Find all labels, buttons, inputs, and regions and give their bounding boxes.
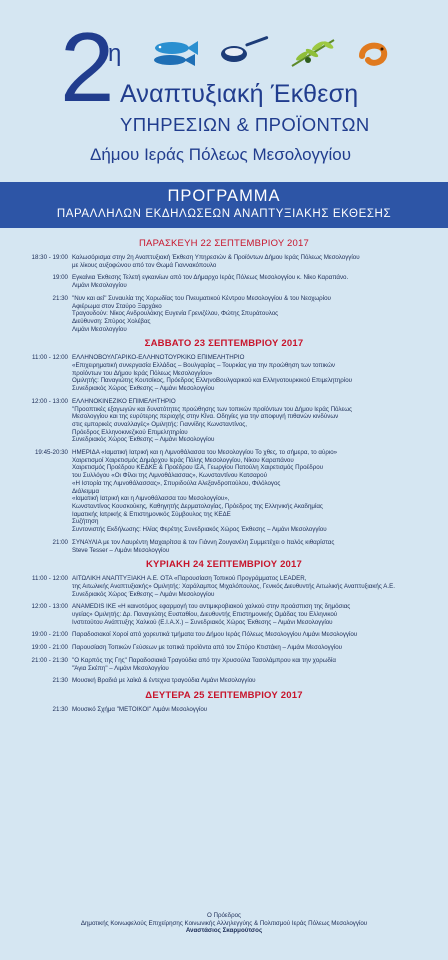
event-row [0, 603, 448, 626]
event-line: ΕΛΛΗΝΟΚΙΝΕΖΙΚΟ ΕΠΙΜΕΛΗΤΗΡΙΟ [72, 397, 176, 405]
event-time: 19:00 - 21:00 [31, 644, 68, 652]
event-line: του Συλλόγου «Οι Φίλοι της Λιμνοθάλασσας», Κωνσταντίνου Κατσαρού [72, 472, 268, 480]
event-line: Ομιλητής: Παναγιώτης Κουτσίκος, Πρόεδρος ΕλληνοΒουλγαρικού και Ελληνοτουρκικού Επιμελητηρίου [72, 377, 353, 385]
event-line: «Η Ιστορία της Λιμνοθάλασσας», Σπυριδούλα Αλεξανδροπούλου, Φιλόλογος [72, 479, 281, 487]
olive-branch-icon [288, 36, 340, 70]
edition-superscript: η [108, 40, 122, 67]
event-line: "Άγια Σκέπη" – Λιμάνι Μεσολογγίου [72, 664, 169, 672]
event-time: 11:00 - 12:00 [31, 575, 68, 583]
event-time: 11:00 - 12:00 [31, 354, 68, 362]
event-line: "Νυν και αεί" Συναυλία της Χορωδίας του Πνευματικού Κέντρου Μεσολογγίου & του Νεοχωρίου [72, 294, 331, 302]
event-line: Συντονιστής Εκδήλωσης: Ηλίας Φερέτης Συνεδριακός Χώρος Έκθεσης – Λιμάνι Μεσολογγίου [72, 526, 327, 534]
event-line: Συνεδριακός Χώρος Έκθεσης – Λιμάνι Μεσολογγίου [72, 436, 215, 444]
event-line: Κωνσταντίνος Κουσκούκης, Καθηγητής Δερματολογίας, Πρόεδρος της Ελληνικής Ακαδημίας [72, 502, 323, 510]
event-time: 21:30 [52, 705, 68, 713]
shrimp-icon [356, 36, 390, 70]
event-time: 19:45-20:30 [34, 449, 68, 457]
event-line: ΗΜΕΡΙΔΑ «Ιαματική Ιατρική και η Λιμνοθάλασσα του Μεσολογγίου Το χθες, το σήμερα, το αύριο» [72, 449, 338, 457]
event-row [0, 449, 448, 534]
day-heading: ΔΕΥΤΕΡΑ 25 ΣΕΠΤΕΜΒΡΙΟΥ 2017 [145, 689, 303, 701]
event-line: Διάλειμμα [72, 487, 100, 495]
event-line: Συνεδριακός Χώρος Έκθεσης – Λιμάνι Μεσολογγίου [72, 590, 215, 598]
event-line: Συνεδριακός Χώρος Έκθεσης – Λιμάνι Μεσολογγίου [72, 385, 215, 393]
event-line: στις εμπορικές συναλλαγές» Ομιλητής: Γιαννίδης Κωνσταντίνος, [72, 420, 247, 428]
event-row [0, 539, 448, 554]
event-line: με λίκους αυξοφώνου από τον Θωμά Γιαννακόπουλο [72, 261, 217, 269]
event-line: ΕΛΛΗΝΟΒΟΥΛΓΑΡΙΚΟ-ΕΛΛΗΝΟΤΟΥΡΚΙΚΟ ΕΠΙΜΕΛΗΤΗΡΙΟ [72, 354, 245, 362]
event-description [72, 354, 448, 393]
event-line: Steve Tesser – Λιμάνι Μεσολογγίου [72, 546, 170, 554]
event-row [0, 274, 448, 289]
event-line: Μουσική Βραδιά με λαϊκά & έντεχνα τραγούδια Λιμάνι Μεσολογγίου [72, 677, 256, 685]
event-description [72, 603, 448, 626]
event-description [72, 274, 448, 289]
event-time: 18:30 - 19:00 [31, 254, 68, 261]
event-row [0, 677, 448, 685]
event-time: 12:00 - 13:00 [31, 603, 68, 611]
event-description [72, 657, 448, 672]
event-line: Καλωσόρισμα στην 2η Αναπτυξιακή Έκθεση Υπηρεσιών & Προϊόντων Δήμου Ιεράς Πόλεως Μεσολογγίου [72, 254, 360, 261]
event-line: Ιαματικής Ιατρικής & Επιστημονικός Σύμβουλος της ΚΕΔΕ [72, 510, 231, 518]
event-description [72, 644, 448, 652]
event-line: ΑΙΤΩΛΙΚΗ ΑΝΑΠΤΥΞΙΑΚΗ Α.Ε. ΟΤΑ «Παρουσίαση Τοπικού Προγράμματος LEADER, [72, 575, 307, 583]
event-line: υγείας» Ομιλητής: Δρ. Παναγιώτης Ευσταθίου, Διευθυντής Επιστημονικής Ομάδας του Ελληνικού [72, 611, 338, 619]
event-time: 19:00 [52, 274, 68, 282]
poster-header [0, 0, 448, 178]
event-description [72, 539, 448, 554]
event-row [0, 706, 448, 714]
event-row [0, 354, 448, 393]
event-row [0, 254, 448, 269]
event-line: Μουσικό Σχήμα "ΜΕΤΟΙΚΟΙ" Λιμάνι Μεσολογγίου [72, 705, 208, 713]
expo-title: Αναπτυξιακή Έκθεση [120, 80, 359, 108]
banner-title: ΠΡΟΓΡΑΜΜΑ [167, 187, 281, 205]
signature-block [0, 912, 448, 935]
event-time: 21:00 - 21:30 [31, 656, 68, 664]
event-line: Ινστιτούτου Ανάπτυξης Χαλκού (Ε.Ι.Α.Χ.) – Συνεδριακός Χώρος Έκθεσης – Λιμάνι Μεσολογγίου [72, 618, 333, 626]
event-line: "Προοπτικές εξαγωγών και δυνατότητες προώθησης των τοπικών προϊόντων του Δήμου Ιεράς Πόλεως [72, 405, 353, 413]
event-line: της Αιτωλικής Αναπτυξιακής» Ομιλητής: Χαράλαμπος Μιχαλόπουλος, Γενικός Διευθυντής Αιτωλικής Αναπτυξιακής Α.Ε. [72, 582, 395, 590]
event-line: Εγκαίνια Έκθεσης Τελετή εγκαινίων από τον Δήμαρχο Ιεράς Πόλεως Μεσολογγίου κ. Νίκο Καραπάνο. [72, 274, 349, 282]
event-line: Λιμάνι Μεσολογγίου [72, 325, 127, 333]
event-description [72, 575, 448, 598]
event-time: 21:00 [52, 538, 68, 546]
event-line: Χαιρετισμοί Χαιρετισμός Δημάρχου Ιεράς Πόλης Μεσολογγίου, Νίκου Καραπάνου [72, 456, 294, 464]
event-description [72, 677, 448, 685]
event-description [72, 631, 448, 639]
event-description [72, 295, 448, 334]
event-description [72, 254, 448, 269]
event-time: 21:30 [52, 677, 68, 685]
event-row [0, 631, 448, 639]
event-line: «Ιαματική Ιατρική και η Λιμνοθάλασσα του Μεσολογγίου», [72, 495, 230, 503]
event-line: Διεύθυνση: Σπύρος Χολέβας [72, 317, 151, 325]
signature-role: Ο Πρόεδρος [206, 912, 242, 919]
signature-organization: Δημοτικής Κοινωφελούς Επιχείρησης Κοινωνικής Αλληλεγγύης & Πολιτισμού Ιεράς Πόλεως Μεσολογγίου [80, 919, 368, 927]
day-heading: ΣΑΒΒΑΤΟ 23 ΣΕΠΤΕΜΒΡΙΟΥ 2017 [144, 338, 304, 350]
event-line: Παρουσίαση Τοπικών Γεύσεων με τοπικά προϊόντα από τον Σπύρο Κτιστάκη – Λιμάνι Μεσολογγίου [72, 644, 343, 652]
event-time: 19:00 - 21:00 [31, 631, 68, 639]
event-line: Συζήτηση [72, 518, 99, 526]
edition-number: 2 [60, 12, 112, 122]
event-line: «Επιχειρηματική συνεργασία Ελλάδας – Βουλγαρίας – Τουρκίας για την προώθηση των τοπικών [72, 362, 335, 370]
event-line: Πρόεδρος Ελληνοκινεζικού Επιμελητηρίου [72, 428, 188, 436]
event-time: 12:00 - 13:00 [31, 397, 68, 405]
event-line: Τραγουδούν: Νίκος Ανδρουλάκης Ευγενία Γρενιζέλου, Φώτης Σπυράτουλος [72, 310, 279, 318]
event-description [72, 706, 448, 714]
event-description [72, 449, 448, 534]
event-row [0, 398, 448, 444]
event-row [0, 575, 448, 598]
fish-icon [150, 36, 202, 70]
municipality-name: Δήμου Ιεράς Πόλεως Μεσολογγίου [90, 145, 352, 164]
event-line: Παραδοσιακοί Χοροί από χορευτικά τμήματα του Δήμου Ιεράς Πόλεως Μεσολογγίου Λιμάνι Μεσολογγίου [72, 631, 358, 639]
signature-name: Αναστάσιος Σκαρμούτσος [185, 927, 263, 935]
event-line: "Ο Καρπός της Γης" Παραδοσιακά Τραγούδια από την Χρυσούλα Τασολάμπρου και την χορωδία [72, 656, 336, 664]
event-row [0, 295, 448, 334]
event-line: Αφιέρωμα στον Σταύρο Ξαρχάκο [72, 302, 162, 310]
event-line: Χαιρετισμός Προέδρου ΚΕΔΚΕ & Προέδρου ΙΣΑ, Γεωργίου Πατούλη Χαιρετισμός Προέδρου [72, 464, 324, 472]
event-time: 21:30 [52, 294, 68, 302]
expo-subtitle: ΥΠΗΡΕΣΙΩΝ & ΠΡΟΪΟΝΤΩΝ [120, 114, 370, 135]
event-line: προϊόντων του Δήμου Ιεράς Πόλεως Μεσολογγίου» [72, 369, 213, 377]
header-icons [150, 36, 390, 74]
salt-spoon-icon [218, 36, 270, 70]
event-line: ANAMEDIS IKE «Η καινοτόμος εφαρμογή του αντιμικροβιακού χαλκού στην προάσπιση της δημόσιας [72, 603, 351, 611]
event-row [0, 644, 448, 652]
program-banner [0, 182, 448, 228]
event-line: ΣΥΝΑΥΛΙΑ με τον Λαυρέντη Μαχαιρίτσα & τον Γιάννη Ζουγανέλη Συμμετέχει ο Ιταλός κιθαρίστας [72, 538, 335, 546]
event-line: Λιμάνι Μεσολογγίου [72, 282, 127, 290]
event-line: Μεσολογγίου και της ευρύτερης περιοχής στην Κίνα. Οδηγίες για την αποφυγή πιθανών κινδύνων [72, 413, 339, 421]
day-heading: ΠΑΡΑΣΚΕΥΗ 22 ΣΕΠΤΕΜΒΡΙΟΥ 2017 [138, 238, 309, 249]
program-list [0, 236, 448, 719]
event-row [0, 657, 448, 672]
day-heading: ΚΥΡΙΑΚΗ 24 ΣΕΠΤΕΜΒΡΙΟΥ 2017 [145, 559, 303, 571]
banner-subtitle: ΠΑΡΑΛΛΗΛΩΝ ΕΚΔΗΛΩΣΕΩΝ ΑΝΑΠΤΥΞΙΑΚΗΣ ΕΚΘΕΣΗΣ [56, 208, 392, 220]
event-description [72, 398, 448, 444]
